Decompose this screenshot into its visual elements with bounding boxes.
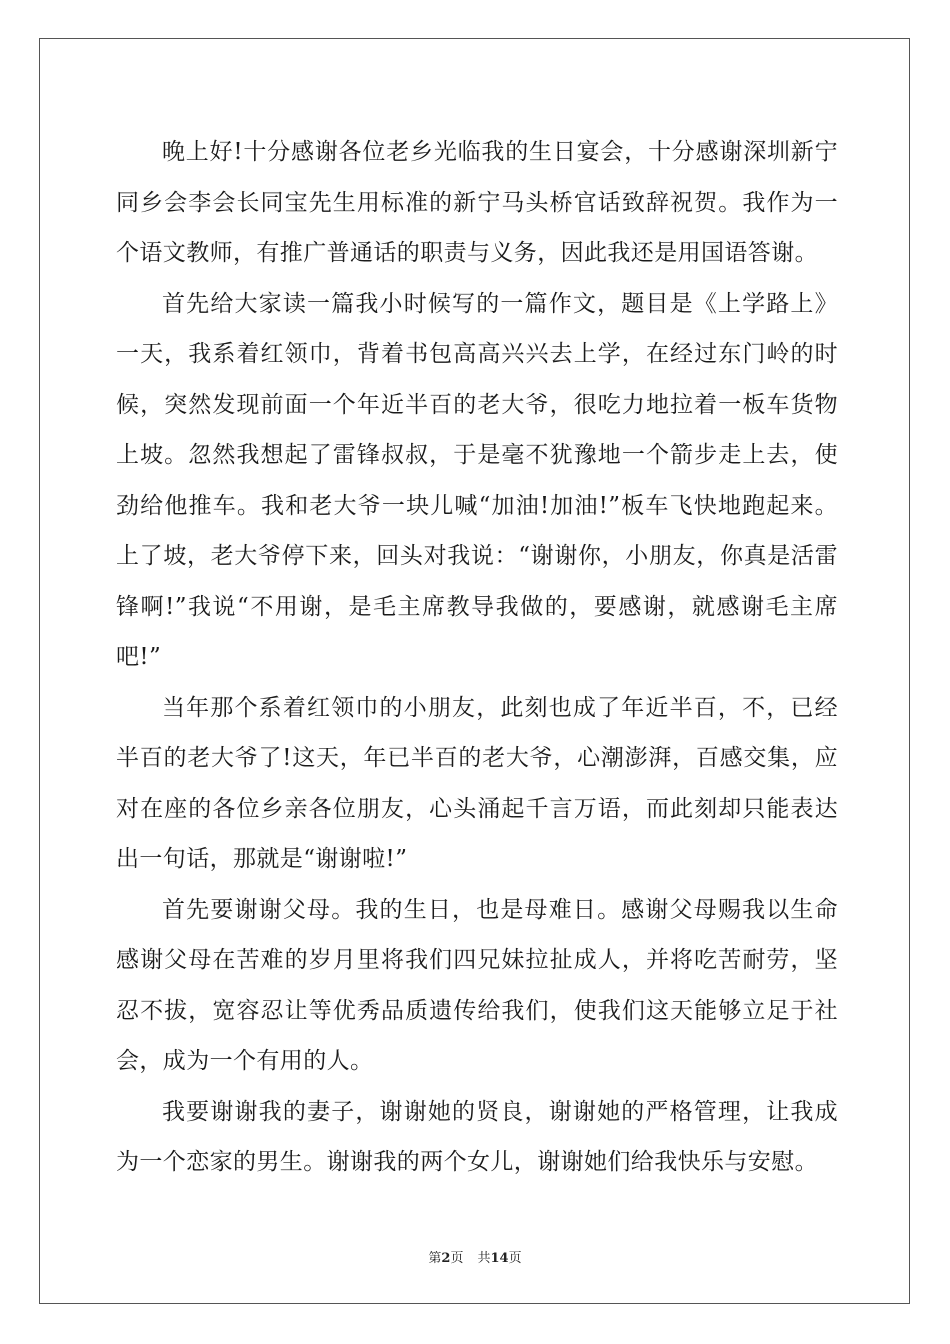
total-suffix: 页 <box>508 1251 522 1266</box>
paragraph-3: 当年那个系着红领巾的小朋友，此刻也成了年近半百，不，已经半百的老大爷了!这天，年已半百的老大爷，心潮澎湃，百感交集，应对在座的各位乡亲各位朋友，心头涌起千言万语，而此刻却只能表达出一句话，那就是“谢谢啦!” <box>116 694 838 872</box>
page-total-label <box>477 1251 521 1266</box>
page-current: 2 <box>441 1251 451 1266</box>
paragraph-1: 晚上好!十分感谢各位老乡光临我的生日宴会，十分感谢深圳新宁同乡会李会长同宝先生用标准的新宁马头桥官话致辞祝贺。我作为一个语文教师，有推广普通话的职责与义务，因此我还是用国语答谢。 <box>116 139 838 266</box>
paragraph-4: 首先要谢谢父母。我的生日，也是母难日。感谢父母赐我以生命感谢父母在苦难的岁月里将我们四兄妹拉扯成人，并将吃苦耐劳，坚忍不拔，宽容忍让等优秀品质遗传给我们，使我们这天能够立足于社会，成为一个有用的人。 <box>116 896 838 1074</box>
page-total: 14 <box>490 1251 509 1266</box>
page-footer <box>0 1247 950 1266</box>
paragraph-2: 首先给大家读一篇我小时候写的一篇作文，题目是《上学路上》一天，我系着红领巾，背着书包高高兴兴去上学，在经过东门岭的时候，突然发现前面一个年近半百的老大爷，很吃力地拉着一板车货物上坡。忽然我想起了雷锋叔叔，于是毫不犹豫地一个箭步走上去，使劲给他推车。我和老大爷一块儿喊“加油!加油!”板车飞快地跑起来。上了坡，老大爷停下来，回头对我说：“谢谢你，小朋友，你真是活雷锋啊!”我说“不用谢，是毛主席教导我做的，要感谢，就感谢毛主席吧!” <box>116 290 838 670</box>
total-prefix: 共 <box>477 1251 491 1266</box>
paragraph-5: 我要谢谢我的妻子，谢谢她的贤良，谢谢她的严格管理，让我成为一个恋家的男生。谢谢我的两个女儿，谢谢她们给我快乐与安慰。 <box>116 1098 838 1175</box>
page-suffix: 页 <box>450 1251 464 1266</box>
page-prefix: 第 <box>428 1251 442 1266</box>
document-body <box>116 127 838 1188</box>
page-number-label <box>428 1251 463 1266</box>
